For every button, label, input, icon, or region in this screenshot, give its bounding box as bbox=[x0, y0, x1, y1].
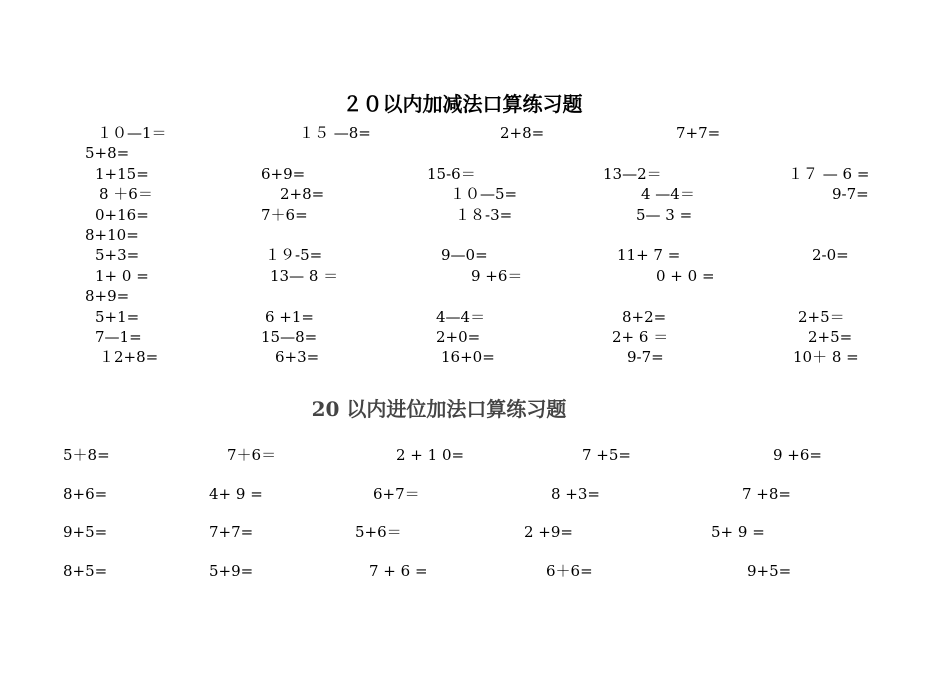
problem: 2 + 1 0= bbox=[396, 446, 465, 464]
problem: 4+ 9 = bbox=[209, 485, 263, 503]
problem: 7 +5= bbox=[582, 446, 631, 464]
problem: 8+9= bbox=[85, 287, 130, 305]
problem: 15-6＝ bbox=[427, 165, 476, 183]
problem: 8+5= bbox=[63, 562, 108, 580]
problem: 5+6＝ bbox=[355, 523, 402, 541]
problem: 1+ 0 = bbox=[95, 267, 149, 285]
problem: 4—4＝ bbox=[436, 308, 486, 326]
problem: 2+8= bbox=[500, 124, 545, 142]
problem: １７ — 6 = bbox=[788, 165, 870, 183]
problem: 9 +6= bbox=[773, 446, 822, 464]
problem: 5+9= bbox=[209, 562, 254, 580]
problem: 11+ 7 = bbox=[617, 246, 681, 264]
problem: 8 ＋6＝ bbox=[99, 185, 153, 203]
problem: 5+ 9 = bbox=[711, 523, 765, 541]
problem: 0+16= bbox=[95, 206, 149, 224]
problem: 6+3= bbox=[275, 348, 320, 366]
problem: 13—2＝ bbox=[603, 165, 662, 183]
problem: 2 +9= bbox=[524, 523, 573, 541]
problem: 2+5= bbox=[808, 328, 853, 346]
problem: 8+6= bbox=[63, 485, 108, 503]
problem: １2+8= bbox=[99, 348, 159, 366]
problem: 5+1= bbox=[95, 308, 140, 326]
problem: 9+5= bbox=[747, 562, 792, 580]
problem: 7＋6＝ bbox=[227, 446, 277, 464]
problem: 6+7＝ bbox=[373, 485, 420, 503]
problem: 0 + 0 = bbox=[656, 267, 715, 285]
problem: 8 +3= bbox=[551, 485, 600, 503]
problem: 15—8= bbox=[261, 328, 318, 346]
problem: 4 —4＝ bbox=[641, 185, 695, 203]
section2-title: 20 以内进位加法口算练习题 bbox=[311, 397, 567, 421]
problem: 5+8= bbox=[85, 144, 130, 162]
problem: 2+0= bbox=[436, 328, 481, 346]
problem: 8+2= bbox=[622, 308, 667, 326]
problem: 16+0= bbox=[441, 348, 495, 366]
problem: 1+15= bbox=[95, 165, 149, 183]
problem: 10＋ 8 = bbox=[793, 348, 859, 366]
section1-title: ２０以内加减法口算练习题 bbox=[342, 92, 583, 116]
problem: 9+5= bbox=[63, 523, 108, 541]
problem: 5— 3 = bbox=[636, 206, 693, 224]
problem: 9-7= bbox=[627, 348, 664, 366]
problem: 5＋8= bbox=[63, 446, 110, 464]
problem: 9 +6＝ bbox=[471, 267, 523, 285]
problem: 5+3= bbox=[95, 246, 140, 264]
problem: 2+ 6 ＝ bbox=[612, 328, 669, 346]
problem: 2+5＝ bbox=[798, 308, 845, 326]
problem: １０—5= bbox=[450, 185, 518, 203]
problem: 2-0= bbox=[812, 246, 849, 264]
problem: 13— 8 ＝ bbox=[270, 267, 339, 285]
problem: １５ —8= bbox=[299, 124, 371, 142]
problem: 9-7= bbox=[832, 185, 869, 203]
problem: 7+7= bbox=[209, 523, 254, 541]
problem: １８-3= bbox=[455, 206, 513, 224]
problem: 6+9= bbox=[261, 165, 306, 183]
problem: 7+7= bbox=[676, 124, 721, 142]
problem: 7 +8= bbox=[742, 485, 791, 503]
problem: 7 + 6 = bbox=[369, 562, 428, 580]
problem: 6 +1= bbox=[265, 308, 314, 326]
problem: 6＋6= bbox=[546, 562, 593, 580]
problem: １０—1＝ bbox=[97, 124, 167, 142]
problem: １９-5= bbox=[265, 246, 323, 264]
problem: 8+10= bbox=[85, 226, 139, 244]
problem: 7—1= bbox=[95, 328, 142, 346]
problem: 9—0= bbox=[441, 246, 488, 264]
problem: 7＋6= bbox=[261, 206, 308, 224]
problem: 2+8= bbox=[280, 185, 325, 203]
